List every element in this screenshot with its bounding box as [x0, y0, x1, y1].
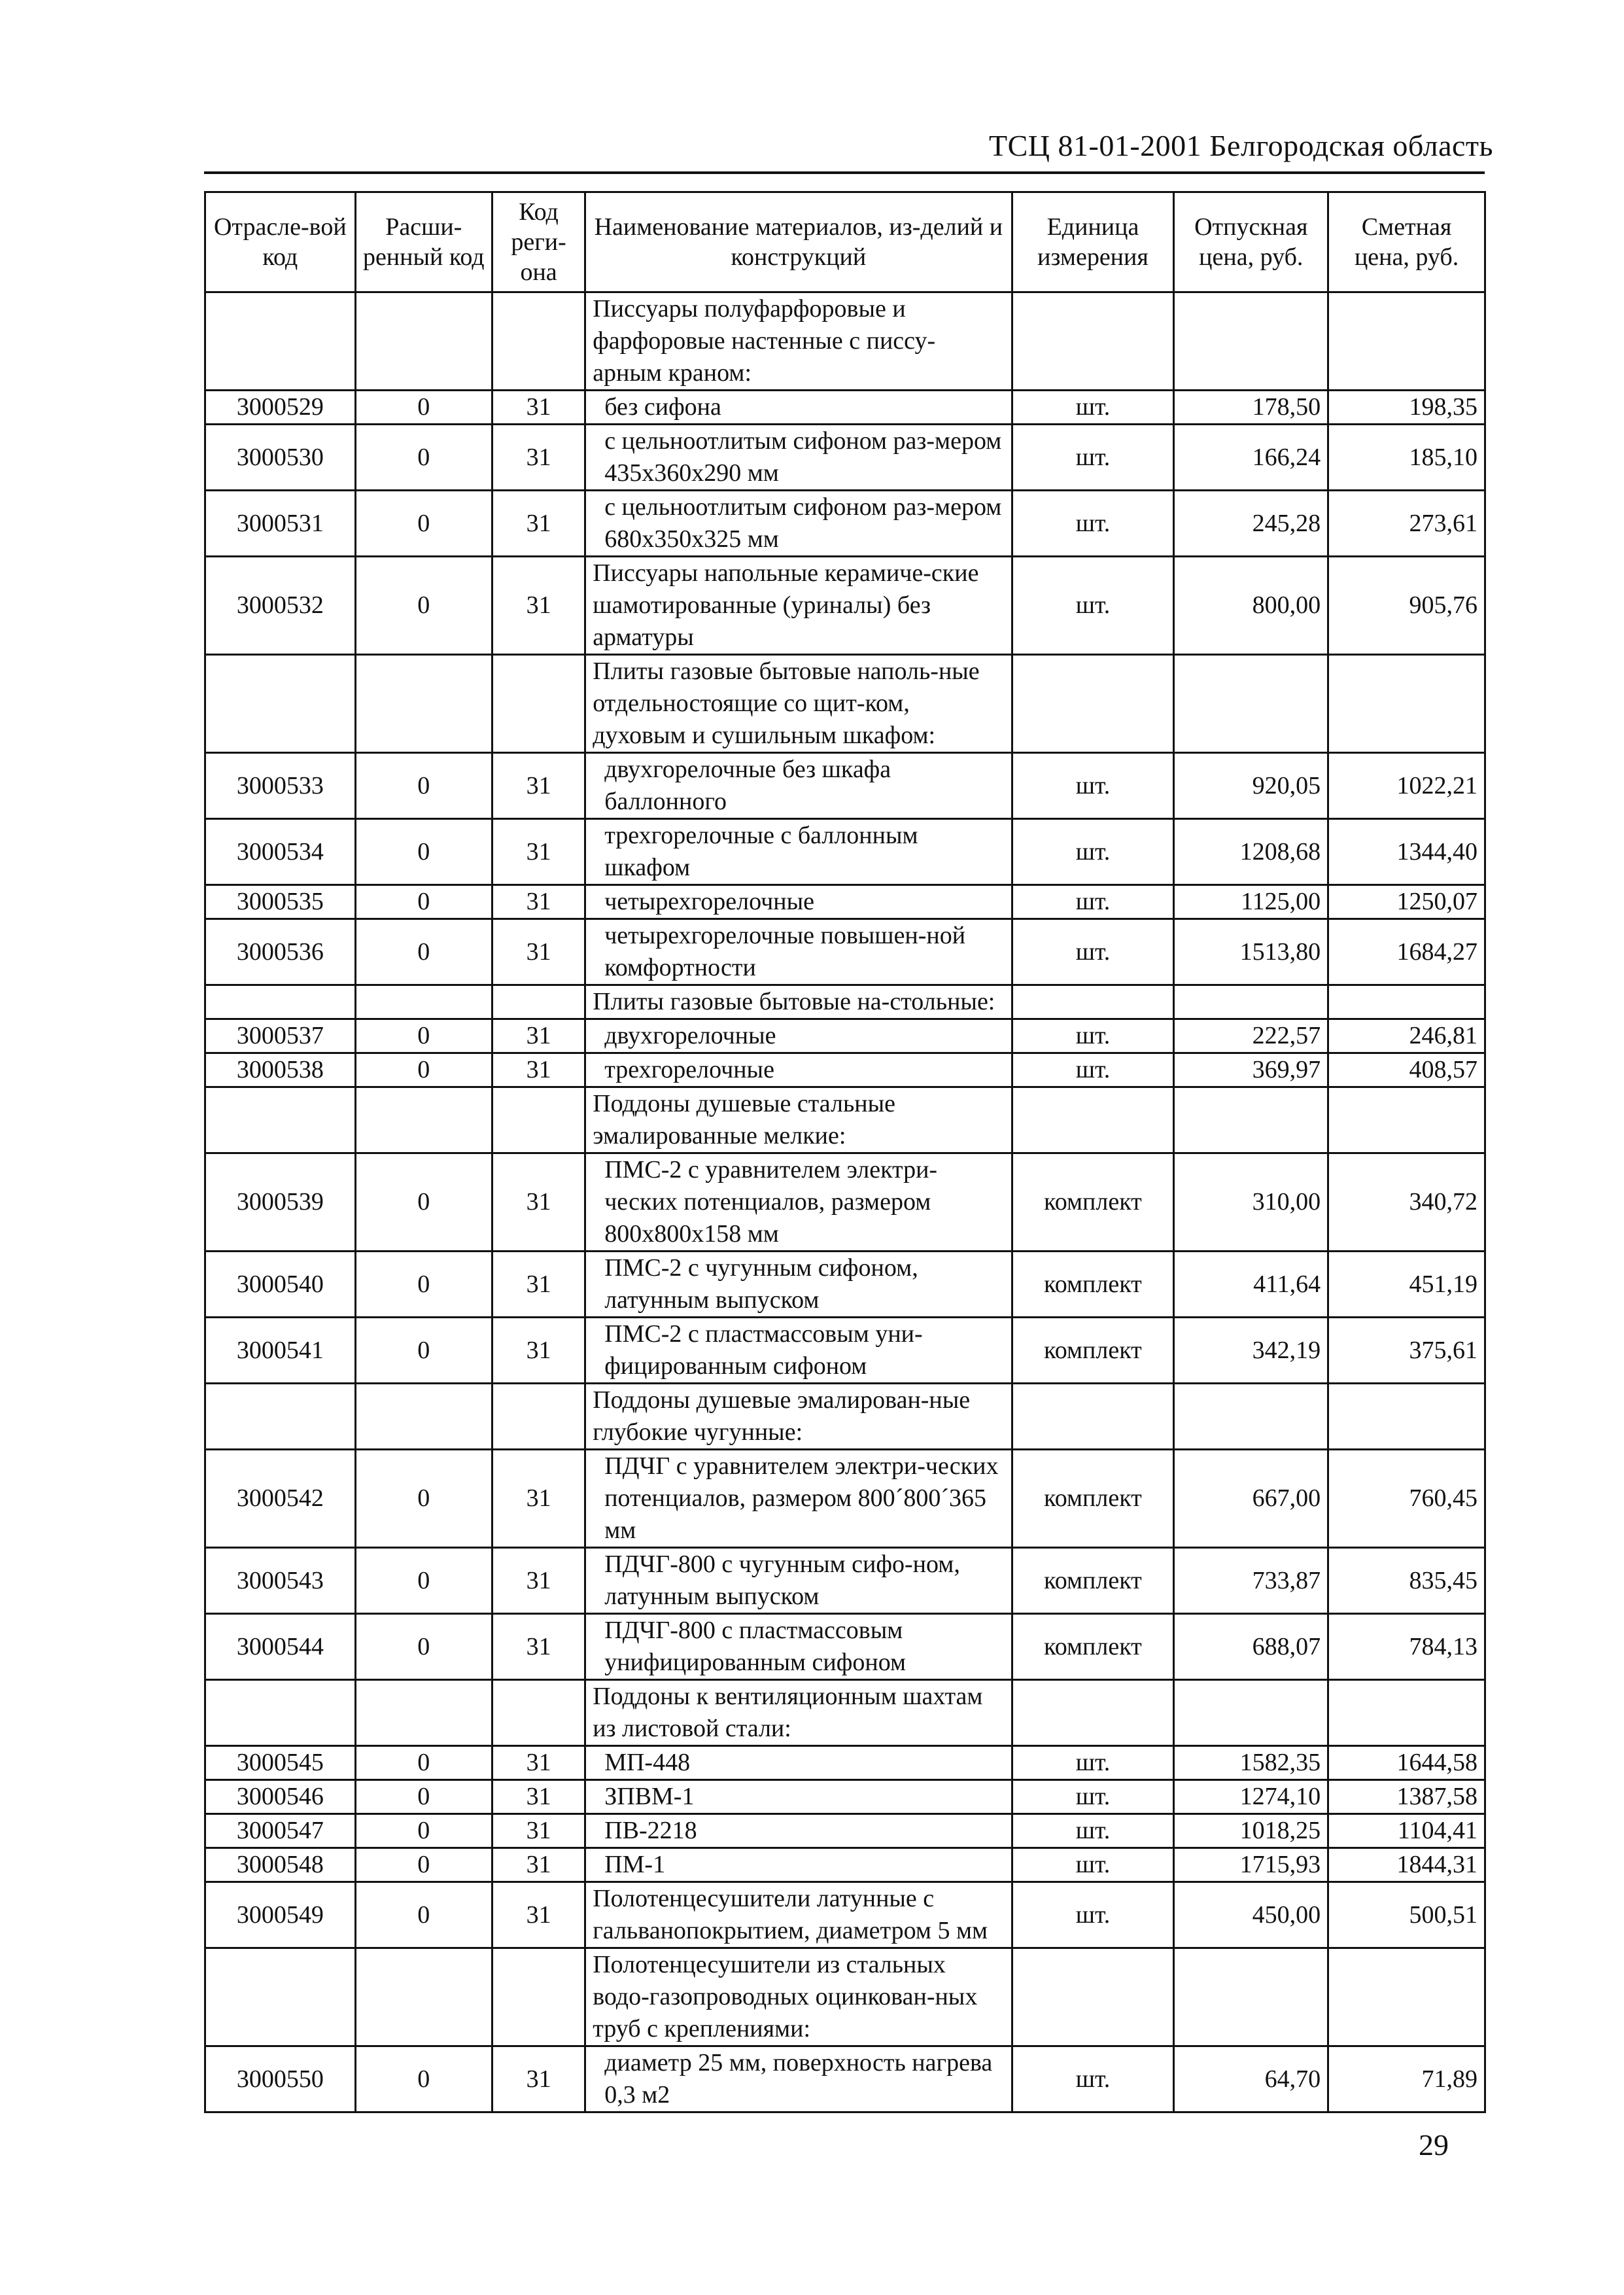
cell-material-name: Полотенцесушители из стальных водо-газопроводных оцинкован-ных труб с креплениями: [585, 1948, 1012, 2046]
cell-material-name: с цельноотлитым сифоном раз-мером 680х350х325 мм [585, 491, 1012, 557]
cell-industry-code: 3000537 [205, 1019, 356, 1053]
cell-estimate-price [1328, 655, 1485, 753]
cell-industry-code [205, 292, 356, 391]
cell-material-name: ПМС-2 с пластмассовым уни-фицированным сифоном [585, 1318, 1012, 1384]
table-group-row [205, 985, 1485, 1019]
cell-material-name: трехгорелочные с баллонным шкафом [585, 819, 1012, 885]
cell-extended-code: 0 [355, 1318, 492, 1384]
table-row [205, 1252, 1485, 1318]
cell-unit [1012, 292, 1174, 391]
table-row [205, 819, 1485, 885]
cell-unit: шт. [1012, 753, 1174, 819]
cell-region-code [492, 1087, 585, 1153]
cell-material-name: Поддоны душевые стальные эмалированные мелкие: [585, 1087, 1012, 1153]
table-row [205, 1053, 1485, 1087]
cell-unit: шт. [1012, 391, 1174, 425]
cell-extended-code: 0 [355, 1848, 492, 1882]
cell-unit [1012, 1680, 1174, 1746]
cell-region-code: 31 [492, 1318, 585, 1384]
table-body [205, 292, 1485, 2112]
cell-estimate-price: 273,61 [1328, 491, 1485, 557]
cell-industry-code: 3000535 [205, 885, 356, 919]
cell-unit: шт. [1012, 1746, 1174, 1780]
table-row [205, 1153, 1485, 1252]
cell-extended-code: 0 [355, 1153, 492, 1252]
cell-release-price: 1715,93 [1174, 1848, 1328, 1882]
cell-industry-code: 3000546 [205, 1780, 356, 1814]
cell-estimate-price [1328, 1680, 1485, 1746]
table-group-row [205, 292, 1485, 391]
table-row [205, 1548, 1485, 1614]
cell-industry-code: 3000539 [205, 1153, 356, 1252]
cell-region-code: 31 [492, 1153, 585, 1252]
cell-region-code: 31 [492, 1252, 585, 1318]
cell-extended-code: 0 [355, 491, 492, 557]
cell-region-code: 31 [492, 557, 585, 655]
cell-estimate-price: 1104,41 [1328, 1814, 1485, 1848]
cell-industry-code: 3000531 [205, 491, 356, 557]
cell-extended-code: 0 [355, 1450, 492, 1548]
cell-release-price: 688,07 [1174, 1614, 1328, 1680]
table-row [205, 919, 1485, 985]
cell-release-price: 1513,80 [1174, 919, 1328, 985]
cell-release-price: 245,28 [1174, 491, 1328, 557]
cell-extended-code: 0 [355, 1814, 492, 1848]
table-row [205, 1318, 1485, 1384]
cell-unit: шт. [1012, 1780, 1174, 1814]
cell-release-price: 342,19 [1174, 1318, 1328, 1384]
cell-unit: шт. [1012, 919, 1174, 985]
cell-estimate-price [1328, 985, 1485, 1019]
table-row [205, 557, 1485, 655]
table-group-row [205, 655, 1485, 753]
cell-release-price: 1125,00 [1174, 885, 1328, 919]
cell-unit: шт. [1012, 557, 1174, 655]
cell-estimate-price: 1684,27 [1328, 919, 1485, 985]
cell-extended-code: 0 [355, 2046, 492, 2112]
column-header-region-code: Код реги-она [492, 192, 585, 292]
table-row [205, 1746, 1485, 1780]
cell-region-code [492, 292, 585, 391]
cell-industry-code: 3000549 [205, 1882, 356, 1948]
cell-industry-code: 3000532 [205, 557, 356, 655]
table-row [205, 391, 1485, 425]
table-row [205, 885, 1485, 919]
cell-industry-code: 3000534 [205, 819, 356, 885]
cell-region-code: 31 [492, 1614, 585, 1680]
cell-region-code: 31 [492, 1450, 585, 1548]
cell-estimate-price [1328, 1948, 1485, 2046]
cell-material-name: Поддоны душевые эмалирован-ные глубокие чугунные: [585, 1384, 1012, 1450]
cell-unit [1012, 1948, 1174, 2046]
table-row [205, 1814, 1485, 1848]
cell-unit: комплект [1012, 1153, 1174, 1252]
cell-region-code [492, 1680, 585, 1746]
cell-region-code: 31 [492, 819, 585, 885]
cell-release-price: 733,87 [1174, 1548, 1328, 1614]
cell-material-name: ПМС-2 с чугунным сифоном, латунным выпуском [585, 1252, 1012, 1318]
cell-estimate-price [1328, 1087, 1485, 1153]
cell-estimate-price: 1344,40 [1328, 819, 1485, 885]
cell-industry-code [205, 985, 356, 1019]
cell-estimate-price: 1022,21 [1328, 753, 1485, 819]
cell-material-name: Поддоны к вентиляционным шахтам из листовой стали: [585, 1680, 1012, 1746]
cell-unit: комплект [1012, 1450, 1174, 1548]
cell-unit: шт. [1012, 1848, 1174, 1882]
cell-industry-code: 3000530 [205, 425, 356, 491]
table-row [205, 1614, 1485, 1680]
cell-region-code [492, 655, 585, 753]
cell-extended-code: 0 [355, 1252, 492, 1318]
cell-material-name: Полотенцесушители латунные с гальванопокрытием, диаметром 5 мм [585, 1882, 1012, 1948]
cell-extended-code: 0 [355, 425, 492, 491]
cell-release-price [1174, 1680, 1328, 1746]
cell-region-code: 31 [492, 919, 585, 985]
cell-estimate-price: 246,81 [1328, 1019, 1485, 1053]
cell-region-code: 31 [492, 885, 585, 919]
cell-estimate-price: 451,19 [1328, 1252, 1485, 1318]
cell-industry-code: 3000548 [205, 1848, 356, 1882]
column-header-industry-code: Отрасле-вой код [205, 192, 356, 292]
table-row [205, 425, 1485, 491]
cell-unit: шт. [1012, 819, 1174, 885]
cell-extended-code [355, 292, 492, 391]
cell-release-price: 667,00 [1174, 1450, 1328, 1548]
cell-extended-code: 0 [355, 1548, 492, 1614]
cell-industry-code: 3000542 [205, 1450, 356, 1548]
cell-estimate-price: 835,45 [1328, 1548, 1485, 1614]
cell-region-code [492, 1384, 585, 1450]
cell-region-code: 31 [492, 753, 585, 819]
cell-unit: шт. [1012, 491, 1174, 557]
cell-industry-code [205, 1680, 356, 1746]
cell-estimate-price: 1387,58 [1328, 1780, 1485, 1814]
table-row [205, 2046, 1485, 2112]
cell-release-price: 411,64 [1174, 1252, 1328, 1318]
cell-estimate-price: 340,72 [1328, 1153, 1485, 1252]
cell-industry-code: 3000544 [205, 1614, 356, 1680]
cell-material-name: с цельноотлитым сифоном раз-мером 435х360х290 мм [585, 425, 1012, 491]
cell-release-price [1174, 985, 1328, 1019]
cell-estimate-price: 760,45 [1328, 1450, 1485, 1548]
cell-material-name: четырехгорелочные повышен-ной комфортности [585, 919, 1012, 985]
cell-unit: шт. [1012, 2046, 1174, 2112]
cell-estimate-price: 408,57 [1328, 1053, 1485, 1087]
cell-region-code: 31 [492, 1053, 585, 1087]
cell-release-price: 64,70 [1174, 2046, 1328, 2112]
cell-region-code: 31 [492, 1780, 585, 1814]
cell-extended-code: 0 [355, 1746, 492, 1780]
cell-estimate-price: 198,35 [1328, 391, 1485, 425]
cell-extended-code: 0 [355, 885, 492, 919]
table-group-row [205, 1680, 1485, 1746]
cell-region-code: 31 [492, 1848, 585, 1882]
cell-material-name: Плиты газовые бытовые наполь-ные отдельностоящие со щит-ком, духовым и сушильным шкафом: [585, 655, 1012, 753]
cell-industry-code: 3000545 [205, 1746, 356, 1780]
table-row [205, 1450, 1485, 1548]
cell-unit [1012, 985, 1174, 1019]
table-row [205, 753, 1485, 819]
cell-material-name: Плиты газовые бытовые на-стольные: [585, 985, 1012, 1019]
cell-release-price: 178,50 [1174, 391, 1328, 425]
cell-material-name: четырехгорелочные [585, 885, 1012, 919]
cell-estimate-price: 1250,07 [1328, 885, 1485, 919]
cell-extended-code: 0 [355, 557, 492, 655]
cell-material-name: Писсуары полуфарфоровые и фарфоровые настенные с писсу-арным краном: [585, 292, 1012, 391]
cell-industry-code: 3000543 [205, 1548, 356, 1614]
cell-material-name: ПМС-2 с уравнителем электри-ческих потенциалов, размером 800х800х158 мм [585, 1153, 1012, 1252]
cell-region-code: 31 [492, 1882, 585, 1948]
cell-unit: комплект [1012, 1614, 1174, 1680]
cell-estimate-price: 1644,58 [1328, 1746, 1485, 1780]
cell-industry-code: 3000533 [205, 753, 356, 819]
cell-material-name: диаметр 25 мм, поверхность нагрева 0,3 м2 [585, 2046, 1012, 2112]
cell-extended-code [355, 985, 492, 1019]
cell-industry-code [205, 655, 356, 753]
cell-material-name: ПМ-1 [585, 1848, 1012, 1882]
cell-extended-code [355, 655, 492, 753]
cell-material-name: МП-448 [585, 1746, 1012, 1780]
cell-material-name: двухгорелочные без шкафа баллонного [585, 753, 1012, 819]
cell-extended-code: 0 [355, 1614, 492, 1680]
cell-release-price: 1018,25 [1174, 1814, 1328, 1848]
cell-release-price: 450,00 [1174, 1882, 1328, 1948]
cell-extended-code [355, 1087, 492, 1153]
cell-unit [1012, 655, 1174, 753]
cell-industry-code: 3000547 [205, 1814, 356, 1848]
cell-material-name: трехгорелочные [585, 1053, 1012, 1087]
cell-release-price: 1582,35 [1174, 1746, 1328, 1780]
cell-industry-code: 3000540 [205, 1252, 356, 1318]
cell-extended-code: 0 [355, 1053, 492, 1087]
header-rule [204, 171, 1485, 174]
cell-unit: комплект [1012, 1252, 1174, 1318]
cell-industry-code [205, 1384, 356, 1450]
cell-material-name: Писсуары напольные керамиче-ские шамотированные (уриналы) без арматуры [585, 557, 1012, 655]
page-number: 29 [1419, 2128, 1449, 2162]
cell-extended-code: 0 [355, 753, 492, 819]
cell-release-price: 369,97 [1174, 1053, 1328, 1087]
table-row [205, 1780, 1485, 1814]
price-table [204, 191, 1486, 2113]
cell-material-name: без сифона [585, 391, 1012, 425]
cell-extended-code: 0 [355, 1882, 492, 1948]
cell-extended-code [355, 1680, 492, 1746]
cell-industry-code [205, 1948, 356, 2046]
cell-material-name: ПДЧГ-800 с пластмассовым унифицированным сифоном [585, 1614, 1012, 1680]
cell-unit: шт. [1012, 425, 1174, 491]
cell-extended-code [355, 1948, 492, 2046]
cell-region-code: 31 [492, 425, 585, 491]
table-group-row [205, 1087, 1485, 1153]
cell-release-price [1174, 1087, 1328, 1153]
cell-release-price [1174, 1948, 1328, 2046]
cell-unit: комплект [1012, 1318, 1174, 1384]
cell-industry-code: 3000536 [205, 919, 356, 985]
cell-region-code: 31 [492, 1746, 585, 1780]
cell-estimate-price [1328, 1384, 1485, 1450]
cell-extended-code: 0 [355, 1019, 492, 1053]
cell-industry-code: 3000541 [205, 1318, 356, 1384]
table-group-row [205, 1384, 1485, 1450]
cell-unit: шт. [1012, 1019, 1174, 1053]
cell-unit: шт. [1012, 1814, 1174, 1848]
table-header-row [205, 192, 1485, 292]
cell-estimate-price: 1844,31 [1328, 1848, 1485, 1882]
cell-estimate-price: 375,61 [1328, 1318, 1485, 1384]
column-header-unit: Единица измерения [1012, 192, 1174, 292]
cell-unit [1012, 1384, 1174, 1450]
document-header-title: ТСЦ 81-01-2001 Белгородская область [989, 129, 1493, 162]
cell-region-code [492, 1948, 585, 2046]
cell-extended-code [355, 1384, 492, 1450]
cell-industry-code: 3000529 [205, 391, 356, 425]
cell-release-price: 310,00 [1174, 1153, 1328, 1252]
cell-release-price: 800,00 [1174, 557, 1328, 655]
cell-unit: шт. [1012, 1882, 1174, 1948]
cell-unit: шт. [1012, 885, 1174, 919]
cell-estimate-price: 185,10 [1328, 425, 1485, 491]
cell-release-price [1174, 655, 1328, 753]
cell-material-name: ЗПВМ-1 [585, 1780, 1012, 1814]
cell-unit: комплект [1012, 1548, 1174, 1614]
column-header-estimate-price: Сметная цена, руб. [1328, 192, 1485, 292]
cell-release-price: 920,05 [1174, 753, 1328, 819]
cell-release-price: 1274,10 [1174, 1780, 1328, 1814]
cell-extended-code: 0 [355, 391, 492, 425]
cell-estimate-price: 500,51 [1328, 1882, 1485, 1948]
cell-release-price: 1208,68 [1174, 819, 1328, 885]
cell-unit [1012, 1087, 1174, 1153]
cell-extended-code: 0 [355, 819, 492, 885]
cell-industry-code [205, 1087, 356, 1153]
table-row [205, 1848, 1485, 1882]
table-row [205, 1882, 1485, 1948]
cell-region-code: 31 [492, 2046, 585, 2112]
table-row [205, 491, 1485, 557]
cell-estimate-price: 784,13 [1328, 1614, 1485, 1680]
cell-region-code: 31 [492, 1548, 585, 1614]
cell-release-price: 166,24 [1174, 425, 1328, 491]
cell-material-name: двухгорелочные [585, 1019, 1012, 1053]
cell-release-price [1174, 1384, 1328, 1450]
cell-estimate-price: 71,89 [1328, 2046, 1485, 2112]
cell-release-price: 222,57 [1174, 1019, 1328, 1053]
table-group-row [205, 1948, 1485, 2046]
cell-material-name: ПДЧГ-800 с чугунным сифо-ном, латунным выпуском [585, 1548, 1012, 1614]
cell-industry-code: 3000550 [205, 2046, 356, 2112]
column-header-release-price: Отпускная цена, руб. [1174, 192, 1328, 292]
cell-material-name: ПДЧГ с уравнителем электри-ческих потенциалов, размером 800´800´365 мм [585, 1450, 1012, 1548]
cell-region-code: 31 [492, 1814, 585, 1848]
column-header-extended-code: Расши-ренный код [355, 192, 492, 292]
cell-industry-code: 3000538 [205, 1053, 356, 1087]
cell-region-code [492, 985, 585, 1019]
cell-region-code: 31 [492, 1019, 585, 1053]
column-header-material-name: Наименование материалов, из-делий и конструкций [585, 192, 1012, 292]
cell-estimate-price: 905,76 [1328, 557, 1485, 655]
cell-region-code: 31 [492, 391, 585, 425]
cell-material-name: ПВ-2218 [585, 1814, 1012, 1848]
cell-estimate-price [1328, 292, 1485, 391]
cell-unit: шт. [1012, 1053, 1174, 1087]
cell-extended-code: 0 [355, 919, 492, 985]
table-row [205, 1019, 1485, 1053]
cell-region-code: 31 [492, 491, 585, 557]
cell-extended-code: 0 [355, 1780, 492, 1814]
cell-release-price [1174, 292, 1328, 391]
